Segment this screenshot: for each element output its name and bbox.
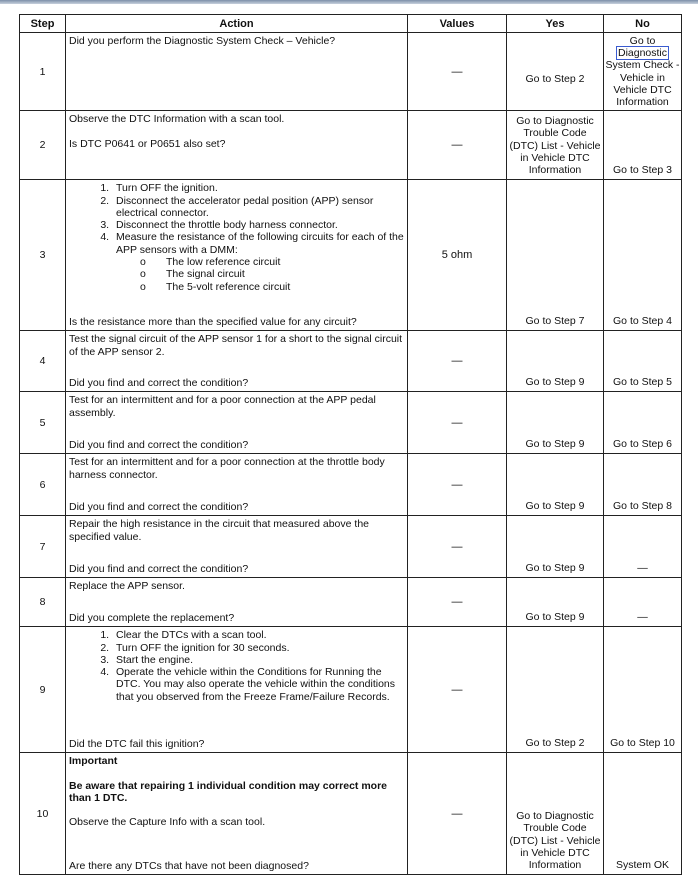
step-number: 3 xyxy=(20,180,66,331)
action-question: Did you find and correct the condition? xyxy=(69,562,249,575)
action-instruction: Observe the Capture Info with a scan tool. xyxy=(69,816,266,829)
action-cell xyxy=(66,33,408,111)
action-question: Did you find and correct the condition? xyxy=(69,438,249,451)
no-value: — xyxy=(637,611,648,624)
yes-link[interactable]: Go to Step 9 xyxy=(525,611,585,624)
header-values: Values xyxy=(408,15,507,33)
yes-link[interactable]: Go to Diagnostic Trouble Code (DTC) List - Vehicle in Vehicle DTC Information xyxy=(509,115,601,177)
values-cell: — xyxy=(408,331,507,392)
list-item: 1. Clear the DTCs with a scan tool. xyxy=(112,629,404,641)
values-cell: — xyxy=(408,111,507,180)
header-yes: Yes xyxy=(507,15,604,33)
list-item: 3. Start the engine. xyxy=(112,654,404,666)
yes-cell xyxy=(507,331,604,392)
list-item: 4. Operate the vehicle within the Conditions for Running the DTC. You may also operate the vehicle within the conditions that you observed from the Freeze Frame/Failure Records. xyxy=(112,666,404,703)
step-number: 8 xyxy=(20,578,66,627)
action-cell xyxy=(66,454,408,516)
yes-cell xyxy=(507,392,604,454)
action-question: Did you find and correct the condition? xyxy=(69,376,249,389)
no-cell xyxy=(604,753,682,875)
no-cell xyxy=(604,578,682,627)
values-cell: — xyxy=(408,627,507,753)
no-link[interactable]: Go to Step 10 xyxy=(610,737,675,750)
yes-cell xyxy=(507,180,604,331)
step-number: 5 xyxy=(20,392,66,454)
action-question: Is DTC P0641 or P0651 also set? xyxy=(69,137,226,150)
no-cell xyxy=(604,111,682,180)
list-item: 1. Turn OFF the ignition. xyxy=(112,182,404,194)
list-item xyxy=(112,231,404,292)
values-cell: — xyxy=(408,454,507,516)
yes-link[interactable]: Go to Step 7 xyxy=(525,315,585,328)
action-cell xyxy=(66,516,408,578)
circuit-item: o The 5-volt reference circuit xyxy=(162,281,404,293)
values-cell: 5 ohm xyxy=(408,180,507,331)
yes-link[interactable]: Go to Diagnostic Trouble Code (DTC) List - Vehicle in Vehicle DTC Information xyxy=(509,810,601,872)
yes-link[interactable]: Go to Step 9 xyxy=(525,562,585,575)
action-question: Is the resistance more than the specified value for any circuit? xyxy=(69,315,357,328)
table-row xyxy=(20,331,682,392)
yes-link[interactable]: Go to Step 2 xyxy=(525,737,585,750)
table-row xyxy=(20,454,682,516)
no-text-prefix: Go to xyxy=(629,35,656,47)
step-number: 9 xyxy=(20,627,66,753)
table-row xyxy=(20,180,682,331)
table-row xyxy=(20,33,682,111)
yes-link[interactable]: Go to Step 9 xyxy=(525,376,585,389)
action-cell xyxy=(66,111,408,180)
step-number: 2 xyxy=(20,111,66,180)
no-cell xyxy=(604,33,682,111)
yes-cell xyxy=(507,578,604,627)
list-item: 2. Disconnect the accelerator pedal position (APP) sensor electrical connector. xyxy=(112,195,404,220)
no-link[interactable]: Go to Step 6 xyxy=(613,438,672,451)
no-cell xyxy=(604,454,682,516)
circuit-item: o The low reference circuit xyxy=(162,256,404,268)
no-cell xyxy=(604,180,682,331)
action-question: Did the DTC fail this ignition? xyxy=(69,737,205,750)
header-no: No xyxy=(604,15,682,33)
no-text-suffix[interactable]: System Check - Vehicle in Vehicle DTC Information xyxy=(605,59,680,109)
table-row xyxy=(20,516,682,578)
diagnostic-table xyxy=(19,14,682,875)
no-cell xyxy=(604,516,682,578)
no-cell xyxy=(604,331,682,392)
step-number: 7 xyxy=(20,516,66,578)
important-title: Important xyxy=(69,755,118,768)
action-question: Did you find and correct the condition? xyxy=(69,500,249,513)
action-instruction: Test for an intermittent and for a poor connection at the APP pedal assembly. xyxy=(69,394,376,419)
list-item-text: Measure the resistance of the following circuits for each of the APP sensors with a DMM: xyxy=(116,231,404,256)
values-cell: — xyxy=(408,392,507,454)
action-cell xyxy=(66,753,408,875)
diagnostic-link[interactable]: Diagnostic xyxy=(617,47,668,60)
action-instruction: Repair the high resistance in the circuit that measured above the specified value. xyxy=(69,518,370,543)
table-row xyxy=(20,392,682,454)
yes-link[interactable]: Go to Step 9 xyxy=(525,438,585,451)
action-cell xyxy=(66,331,408,392)
action-instruction: Test for an intermittent and for a poor connection at the throttle body harness connector. xyxy=(69,456,385,481)
list-item: 3. Disconnect the throttle body harness connector. xyxy=(112,219,404,231)
values-cell: — xyxy=(408,753,507,875)
circuit-item: o The signal circuit xyxy=(162,268,404,280)
action-cell xyxy=(66,578,408,627)
action-cell xyxy=(66,392,408,454)
yes-cell xyxy=(507,111,604,180)
no-cell xyxy=(604,627,682,753)
header-step: Step xyxy=(20,15,66,33)
action-cell xyxy=(66,180,408,331)
no-link[interactable]: Go to Step 4 xyxy=(613,315,672,328)
action-instruction: Observe the DTC Information with a scan tool. xyxy=(69,113,285,126)
procedure-list xyxy=(69,182,404,293)
action-instruction: Replace the APP sensor. xyxy=(69,580,185,593)
values-cell: — xyxy=(408,516,507,578)
yes-cell xyxy=(507,753,604,875)
action-question: Did you perform the Diagnostic System Check – Vehicle? xyxy=(69,35,336,47)
no-link[interactable]: Go to Step 8 xyxy=(613,500,672,513)
no-link[interactable]: Go to Step 3 xyxy=(613,164,672,177)
no-cell xyxy=(604,392,682,454)
yes-link[interactable]: Go to Step 9 xyxy=(525,500,585,513)
table-row xyxy=(20,111,682,180)
yes-cell xyxy=(507,516,604,578)
yes-cell xyxy=(507,454,604,516)
yes-cell xyxy=(507,33,604,111)
no-value: System OK xyxy=(615,859,670,872)
table-row xyxy=(20,753,682,875)
action-cell xyxy=(66,627,408,753)
step-number: 4 xyxy=(20,331,66,392)
action-question: Did you complete the replacement? xyxy=(69,611,235,624)
values-cell: — xyxy=(408,578,507,627)
no-link[interactable]: Go to Step 5 xyxy=(613,376,672,389)
window-top-bar xyxy=(0,0,698,4)
no-value: — xyxy=(637,562,648,575)
step-number: 6 xyxy=(20,454,66,516)
important-note: Be aware that repairing 1 individual condition may correct more than 1 DTC. xyxy=(69,779,387,804)
yes-cell xyxy=(507,627,604,753)
step-number: 1 xyxy=(20,33,66,111)
values-cell: — xyxy=(408,33,507,111)
list-item: 2. Turn OFF the ignition for 30 seconds. xyxy=(112,642,404,654)
procedure-list xyxy=(69,629,404,703)
header-row xyxy=(20,15,682,33)
yes-link[interactable]: Go to Step 2 xyxy=(525,72,585,85)
table-row xyxy=(20,627,682,753)
action-instruction: Test the signal circuit of the APP sensor 1 for a short to the signal circuit of the APP sensor 2. xyxy=(69,333,403,358)
header-action: Action xyxy=(66,15,408,33)
step-number: 10 xyxy=(20,753,66,875)
circuit-list xyxy=(116,256,404,293)
action-question: Are there any DTCs that have not been diagnosed? xyxy=(69,859,309,872)
table-row xyxy=(20,578,682,627)
